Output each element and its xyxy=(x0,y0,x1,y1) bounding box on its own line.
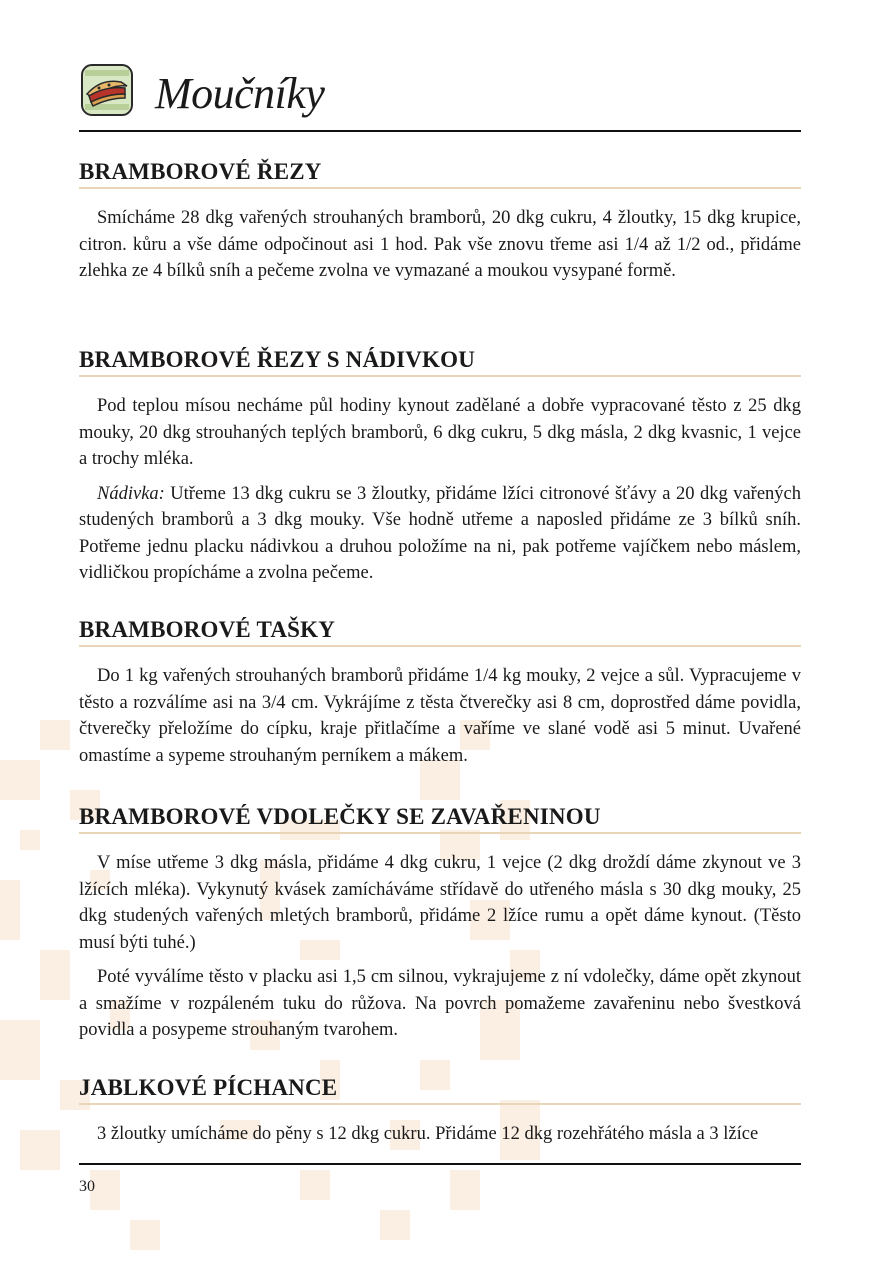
recipe-bramborove-rezy xyxy=(79,157,801,285)
recipe-title: BRAMBOROVÉ ŘEZY xyxy=(79,159,322,184)
header-divider xyxy=(79,130,801,132)
recipe-bramborove-tasky xyxy=(79,615,801,769)
recipe-paragraph xyxy=(79,393,801,473)
title-underline xyxy=(79,1103,801,1105)
title-underline xyxy=(79,187,801,189)
recipe-bramborove-rezy-s-nadivkou xyxy=(79,345,801,587)
recipe-bramborove-vdolecky xyxy=(79,802,801,1044)
page-number: 30 xyxy=(79,1178,95,1195)
filling-label: Nádivka: xyxy=(97,483,165,504)
footer-divider xyxy=(79,1163,801,1165)
recipe-body xyxy=(79,205,801,285)
recipe-title: BRAMBOROVÉ ŘEZY S NÁDIVKOU xyxy=(79,347,476,372)
recipe-body xyxy=(79,1121,801,1148)
page-header xyxy=(79,62,801,122)
recipe-paragraph xyxy=(79,964,801,1044)
title-underline xyxy=(79,375,801,377)
recipe-title: BRAMBOROVÉ VDOLEČKY SE ZAVAŘENINOU xyxy=(79,804,601,829)
recipe-paragraph xyxy=(79,663,801,769)
recipe-paragraph xyxy=(79,1121,801,1148)
paragraph-text: Utřeme 13 dkg cukru se 3 žloutky, přidáme lžíci citronové šťávy a 20 dkg vařených studených bramborů a 3 dkg mouky. Vše hodně utřeme a naposled přidáme ze 3 bílků sníh. Potřeme jednu placku nádivkou a druhou položíme na ni, pak potřeme vajíčkem nebo máslem, vidličkou propícháme a zvolna pečeme. xyxy=(79,483,801,583)
paragraph-text: V míse utřeme 3 dkg másla, přidáme 4 dkg cukru, 1 vejce (2 dkg droždí dáme zkynout ve 3 lžících mléka). Vykynutý kvásek zamícháváme střídavě do utřeného másla s 30 dkg mouky, 25 dkg studených vařených mletých bramborů, přidáme 2 lžíce rumu a opět dáme kynout. (Těsto musí býti tuhé.) xyxy=(79,853,801,953)
recipe-body xyxy=(79,393,801,587)
recipe-paragraph xyxy=(79,205,801,285)
recipe-body xyxy=(79,663,801,769)
chapter-title: Moučníky xyxy=(155,69,325,118)
paragraph-text: Poté vyválíme těsto v placku asi 1,5 cm silnou, vykrajujeme z ní vdolečky, dáme opět zkynout a smažíme v rozpáleném tuku do růžova. Na povrch pomažeme zavařeninu nebo švestková povidla a posypeme strouhaným tvarohem. xyxy=(79,967,801,1040)
paragraph-text: Do 1 kg vařených strouhaných bramborů přidáme 1/4 kg mouky, 2 vejce a sůl. Vypracujeme v těsto a rozválíme asi na 3/4 cm. Vykrájíme z těsta čtverečky asi 8 cm, doprostřed dáme povidla, čtverečky přeložíme do cípku, kraje přitlačíme a vaříme ve slané vodě asi 5 minut. Uvařené omastíme a sypeme strouhaným perníkem a mákem. xyxy=(79,666,801,766)
recipe-jablkove-pichance xyxy=(79,1073,801,1148)
paragraph-text: 3 žloutky umícháme do pěny s 12 dkg cukru. Přidáme 12 dkg rozehřátého másla a 3 lžíce xyxy=(97,1124,759,1144)
recipe-body xyxy=(79,850,801,1044)
title-underline xyxy=(79,832,801,834)
recipe-paragraph xyxy=(79,850,801,956)
paragraph-text: Pod teplou mísou necháme půl hodiny kynout zadělané a dobře vypracované těsto z 25 dkg mouky, 20 dkg strouhaných teplých bramborů, 6 dkg cukru, 5 dkg másla, 2 dkg kvasnic, 1 vejce a trochy mléka. xyxy=(79,396,801,469)
paragraph-text: Smícháme 28 dkg vařených strouhaných bramborů, 20 dkg cukru, 4 žloutky, 15 dkg krupice, citron. kůru a vše dáme odpočinout asi 1 hod. Pak vše znovu třeme asi 1/4 až 1/2 od., přidáme zlehka ze 4 bílků sníh a pečeme zvolna ve vymazané a moukou vysypané formě. xyxy=(79,208,801,281)
recipe-paragraph xyxy=(79,481,801,587)
pie-slice-icon xyxy=(81,64,133,116)
recipe-title: JABLKOVÉ PÍCHANCE xyxy=(79,1075,338,1100)
title-underline xyxy=(79,645,801,647)
recipe-title: BRAMBOROVÉ TAŠKY xyxy=(79,617,336,642)
